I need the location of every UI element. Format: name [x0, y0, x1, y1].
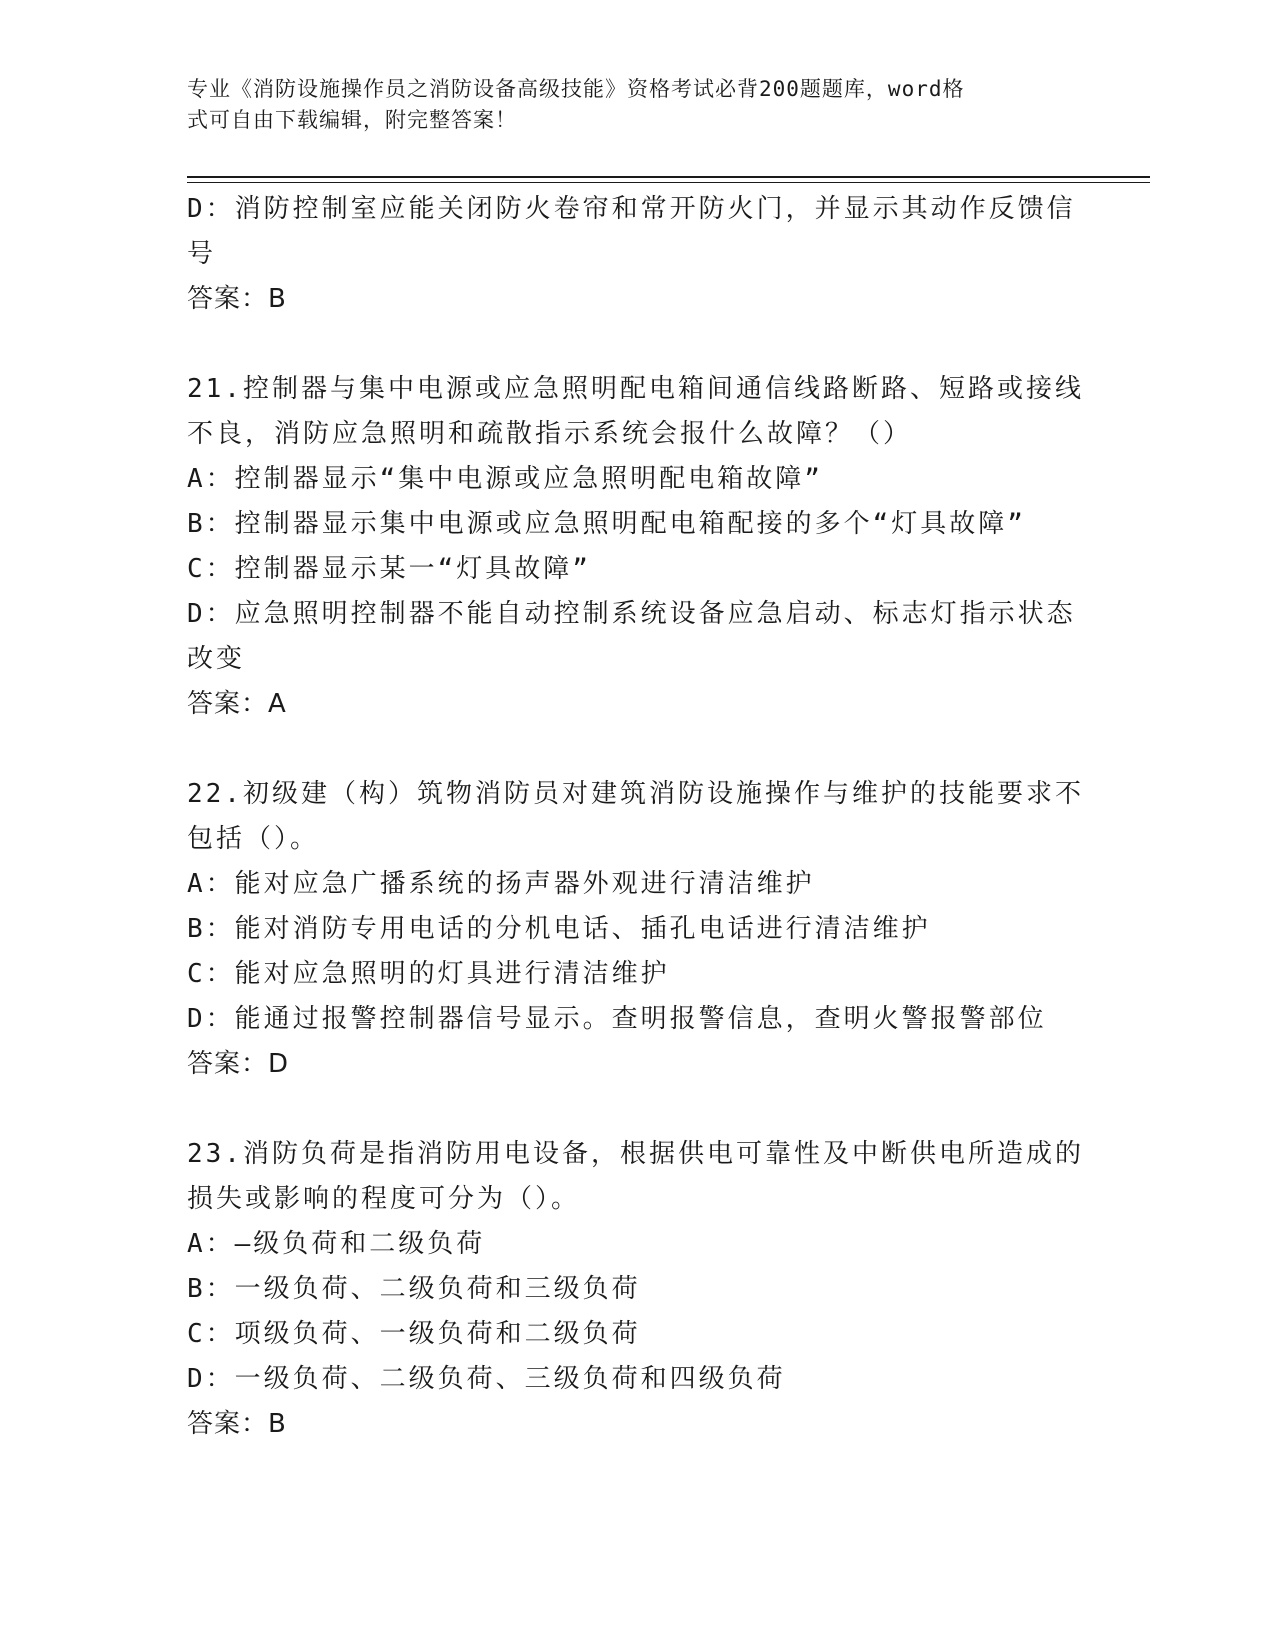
question-stem-continued: 不良，消防应急照明和疏散指示系统会报什么故障？（） [187, 419, 913, 449]
question-21 [187, 367, 1087, 727]
option-b: B：控制器显示集中电源或应急照明配电箱配接的多个“灯具故障” [187, 509, 1026, 539]
question-stem: 21.控制器与集中电源或应急照明配电箱间通信线路断路、短路或接线 [187, 374, 1084, 404]
option-d-continued: 改变 [187, 644, 246, 674]
question-stem-continued: 包括（）。 [187, 824, 320, 854]
spacer [187, 727, 1087, 772]
answer-line: 答案：D [187, 1049, 290, 1079]
question-23 [187, 1132, 1087, 1447]
question-22 [187, 772, 1087, 1087]
option-c: C：控制器显示某一“灯具故障” [187, 554, 591, 584]
option-d: D：应急照明控制器不能自动控制系统设备应急启动、标志灯指示状态 [187, 599, 1076, 629]
option-d: D：消防控制室应能关闭防火卷帘和常开防火门，并显示其动作反馈信 [187, 194, 1076, 224]
question-list [187, 187, 1087, 1447]
header-divider-thin [187, 182, 1150, 183]
option-c: C：能对应急照明的灯具进行清洁维护 [187, 959, 670, 989]
question-stem: 22.初级建（构）筑物消防员对建筑消防设施操作与维护的技能要求不 [187, 779, 1084, 809]
option-d: D：一级负荷、二级负荷、三级负荷和四级负荷 [187, 1364, 786, 1394]
answer-line: 答案：B [187, 1409, 287, 1439]
option-c: C：项级负荷、一级负荷和二级负荷 [187, 1319, 641, 1349]
option-d-continued: 号 [187, 239, 217, 269]
spacer [187, 322, 1087, 367]
option-a: A：控制器显示“集中电源或应急照明配电箱故障” [187, 464, 823, 494]
previous-question-tail [187, 187, 1087, 322]
option-b: B：能对消防专用电话的分机电话、插孔电话进行清洁维护 [187, 914, 931, 944]
answer-line: 答案：B [187, 284, 287, 314]
option-a: A：—级负荷和二级负荷 [187, 1229, 486, 1259]
header-divider-thick [187, 176, 1150, 178]
header-line-1: 专业《消防设施操作员之消防设备高级技能》资格考试必背200题题库，word格 [187, 77, 965, 101]
option-d: D：能通过报警控制器信号显示。查明报警信息，查明火警报警部位 [187, 1004, 1047, 1034]
answer-line: 答案：A [187, 689, 287, 719]
question-stem-continued: 损失或影响的程度可分为（）。 [187, 1184, 581, 1214]
option-a: A：能对应急广播系统的扬声器外观进行清洁维护 [187, 869, 815, 899]
spacer [187, 1087, 1087, 1132]
header-line-2: 式可自由下载编辑，附完整答案！ [187, 108, 517, 132]
document-header [187, 74, 1067, 136]
question-stem: 23.消防负荷是指消防用电设备，根据供电可靠性及中断供电所造成的 [187, 1139, 1084, 1169]
option-b: B：一级负荷、二级负荷和三级负荷 [187, 1274, 641, 1304]
